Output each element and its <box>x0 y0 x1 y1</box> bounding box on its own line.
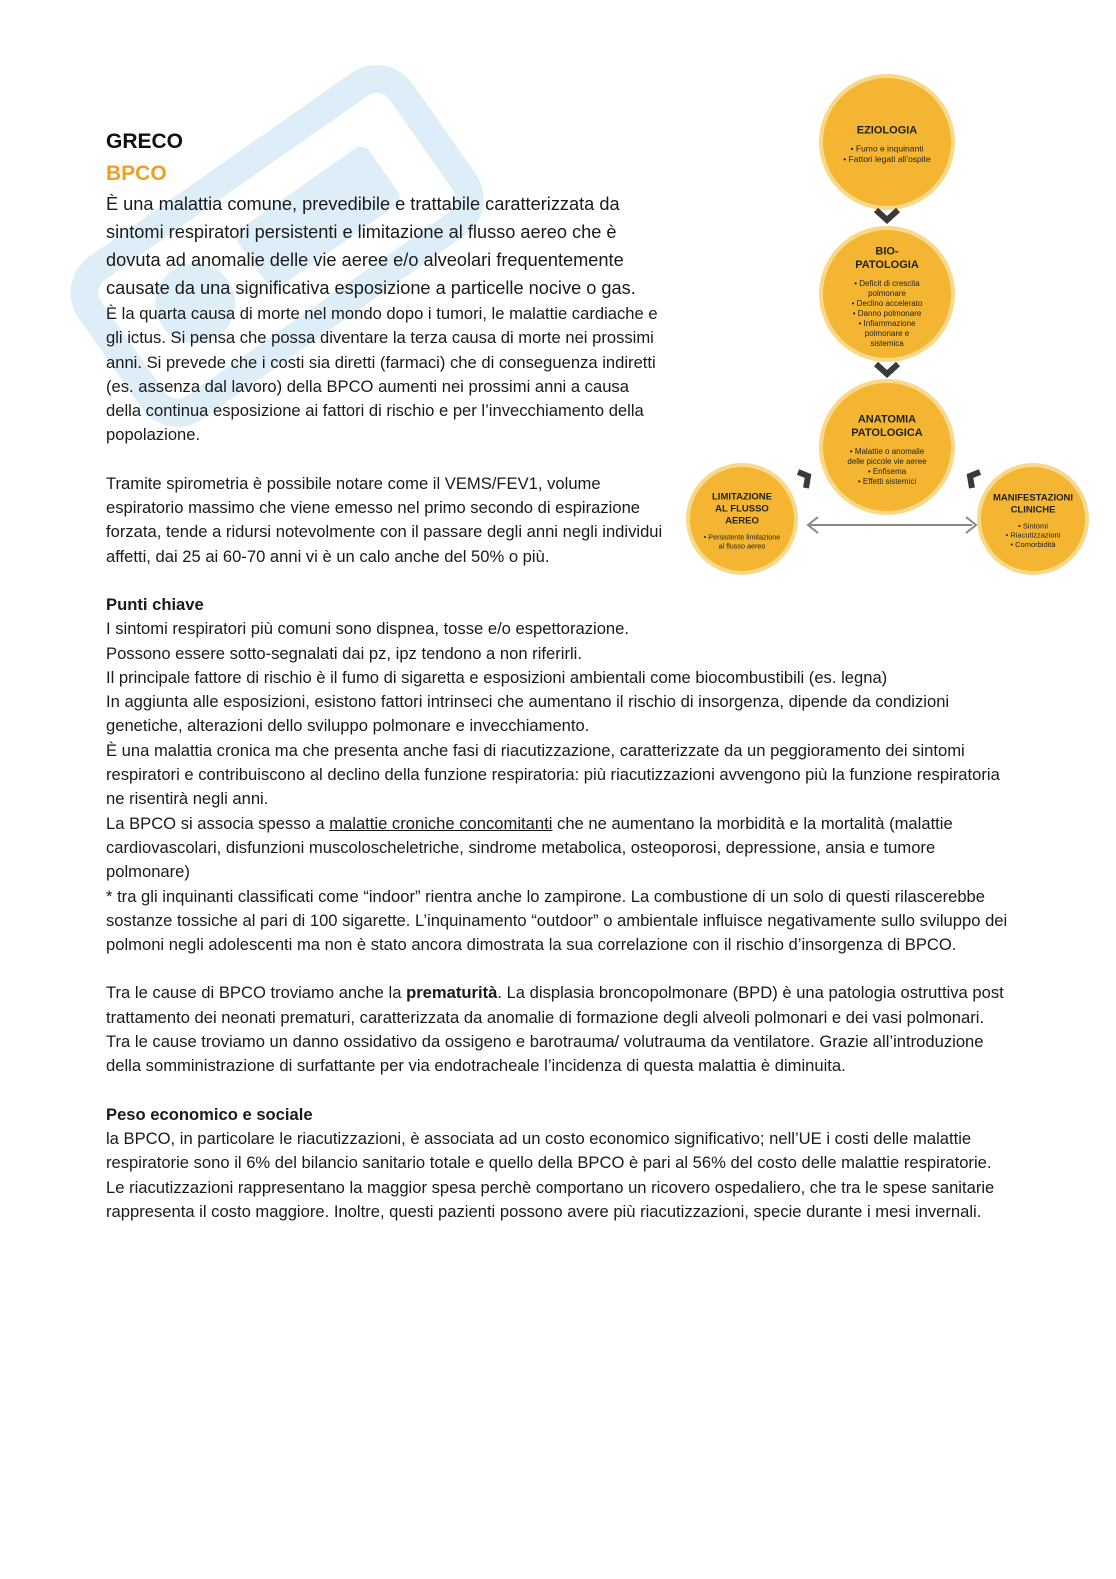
diagram-node-title: AEREO <box>725 515 759 527</box>
diagram-node-item: • Danno polmonare <box>852 308 922 318</box>
diagram-node-item: • Declino accelerato <box>851 298 923 308</box>
diagram-node-item: • Fumo e inquinanti <box>850 143 924 154</box>
diagram-node-item: • Persistente limitazione <box>703 532 781 542</box>
diagram-node-title: MANIFESTAZIONI <box>992 492 1074 504</box>
diagram-node-item: delle piccole vie aeree <box>847 456 927 466</box>
punti-chiave-section <box>106 593 1011 957</box>
comorbidity-text-pre: La BPCO si associa spesso a <box>106 813 330 833</box>
diagram-node-title: CLINICHE <box>1010 504 1056 516</box>
diagram-node-item: • Malattie o anomalie <box>849 446 925 456</box>
punti-chiave-line: È una malattia cronica ma che presenta anche fasi di riacutizzazione, caratterizzate da un peggioramento dei sintomi respiratori e contribuiscono al declino della funzione respiratoria: più riacutizzazioni avvengono più la funzione respiratoria ne risentirà negli anni. <box>106 740 1000 809</box>
diagram-node-manifestazioni <box>977 463 1089 575</box>
diagram-node-anatomia <box>819 379 955 515</box>
prematurita-pre: Tra le cause di BPCO troviamo anche la <box>106 983 407 1003</box>
chevron-down-icon <box>876 364 898 374</box>
diagram-node-item: • Enfisema <box>867 466 907 476</box>
curved-arrow-right-icon <box>970 472 980 488</box>
comorbidity-text-post: che ne aumentano la morbidità e la mortalità (malattie cardiovascolari, disfunzioni muscoloscheletriche, sindrome metabolica, osteoporosi, depressione, ansia e tumore polmonare) <box>106 813 953 882</box>
peso-paragraph: Le riacutizzazioni rappresentano la maggior spesa perchè comportano un ricovero ospedaliero, che tra le spese sanitarie rappresenta il costo maggiore. Inoltre, questi pazienti possono avere più riacutizzazioni, specie durante i mesi invernali. <box>106 1177 995 1221</box>
punti-chiave-title: Punti chiave <box>106 594 204 614</box>
diagram-node-title: PATOLOGICA <box>851 427 923 439</box>
topic-heading: BPCO <box>106 162 167 185</box>
diagram-node-item: polmonare e <box>864 328 910 338</box>
punti-chiave-line: In aggiunta alle esposizioni, esistono fattori intrinseci che aumentano il rischio di insorgenza, dipende da condizioni genetiche, alterazioni dello sviluppo polmonare e invecchiamento. <box>106 692 950 736</box>
bpco-diagram <box>686 72 1090 582</box>
intro-section <box>106 130 666 569</box>
epidemiology-paragraph: È la quarta causa di morte nel mondo dopo i tumori, le malattie cardiache e gli ictus. Si pensa che possa diventare la terza causa di morte nei prossimi anni. Si prevede che i costi sia diretti (farmaci) che di conseguenza indiretti (es. assenza dal lavoro) della BPCO aumenti nei prossimi anni a causa della continua esposizione ai fattori di rischio e per l’invecchiamento della popolazione. <box>106 304 658 445</box>
diagram-node-item: • Sintomi <box>1018 521 1048 531</box>
diagram-node-item: polmonare <box>868 288 906 298</box>
prematurita-bold: prematurità <box>406 983 498 1003</box>
diagram-node-item: • Fattori legati all’ospite <box>843 153 931 164</box>
diagram-node-item: • Riacutizzazioni <box>1005 530 1061 540</box>
diagram-node-item: • Comorbidità <box>1010 540 1056 550</box>
spirometry-paragraph: Tramite spirometria è possibile notare come il VEMS/FEV1, volume espiratorio massimo che viene emesso nel primo secondo di espirazione forzata, tende a ridursi notevolmente con il passare degli anni negli individui affetti, dai 25 ai 60-70 anni vi è un calo anche del 50% o più. <box>106 473 663 566</box>
diagram-node-limitazione <box>686 463 798 575</box>
indoor-pollution-note: * tra gli inquinanti classificati come “indoor” rientra anche lo zampirone. La combustione di un solo di questi rilascerebbe sostanze tossiche al pari di 100 sigarette. L’inquinamento “outdoor” o ambientale influisce negativamente sullo sviluppo dei polmoni negli adolescenti ma non è stato ancora dimostrata la sua correlazione con il rischio d’insorgenza di BPCO. <box>106 886 1008 955</box>
punti-chiave-line <box>106 812 1011 885</box>
prematurita-post: . La displasia broncopolmonare (BPD) è una patologia ostruttiva post trattamento dei neonati prematuri, caratterizzata da anomalie di formazione degli alveoli polmonari e dei vasi polmonari. Tra le cause troviamo un danno ossidativo da ossigeno e barotrauma/ volutrauma da ventilatore. Grazie all’introduzione della somministrazione di surfattante per via endotracheale l’incidenza di questa malattia è diminuita. <box>106 983 1004 1076</box>
peso-paragraph: la BPCO, in particolare le riacutizzazioni, è associata ad un costo economico significativo; nell’UE i costi delle malattie respiratorie sono il 6% del bilancio sanitario totale e quello della BPCO è pari al 56% del costo delle malattie respiratorie. <box>106 1128 992 1173</box>
diagram-node-title: ANATOMIA <box>857 413 917 426</box>
diagram-node-item: sistemica <box>870 338 904 348</box>
chevron-down-icon <box>876 210 898 220</box>
diagram-node-title: EZIOLOGIA <box>856 124 918 137</box>
diagram-node-item: • Deficit di crescita <box>854 278 920 288</box>
diagram-node-item: al flusso aereo <box>718 541 766 551</box>
peso-section <box>106 1103 1011 1224</box>
diagram-node-title: AL FLUSSO <box>715 503 769 515</box>
punti-chiave-line: Possono essere sotto-segnalati dai pz, ipz tendono a non riferirli. <box>106 643 582 663</box>
definition-paragraph: È una malattia comune, prevedibile e trattabile caratterizzata da sintomi respiratori persistenti e limitazione al flusso aereo che è dovuta ad anomalie delle vie aeree e/o alveolari frequentemente causate da una significativa esposizione a particelle nocive o gas. <box>106 194 636 298</box>
author-heading: GRECO <box>106 130 184 153</box>
prematurita-paragraph <box>106 981 1011 1078</box>
peso-title: Peso economico e sociale <box>106 1104 313 1124</box>
diagram-node-title: PATOLOGIA <box>855 259 919 271</box>
diagram-node-item: • Effetti sistemici <box>857 476 917 486</box>
diagram-node-biopatologia <box>819 226 955 362</box>
diagram-node-eziologia <box>819 74 955 210</box>
punti-chiave-line: Il principale fattore di rischio è il fumo di sigaretta e esposizioni ambientali come biocombustibili (es. legna) <box>106 667 888 687</box>
diagram-node-title: BIO- <box>875 245 899 258</box>
punti-chiave-line: I sintomi respiratori più comuni sono dispnea, tosse e/o espettorazione. <box>106 619 629 639</box>
diagram-node-title: LIMITAZIONE <box>712 491 772 503</box>
diagram-node-item: • Infiammazione <box>858 318 916 328</box>
comorbidity-underlined: malattie croniche concomitanti <box>329 813 553 833</box>
curved-arrow-left-icon <box>798 472 808 488</box>
